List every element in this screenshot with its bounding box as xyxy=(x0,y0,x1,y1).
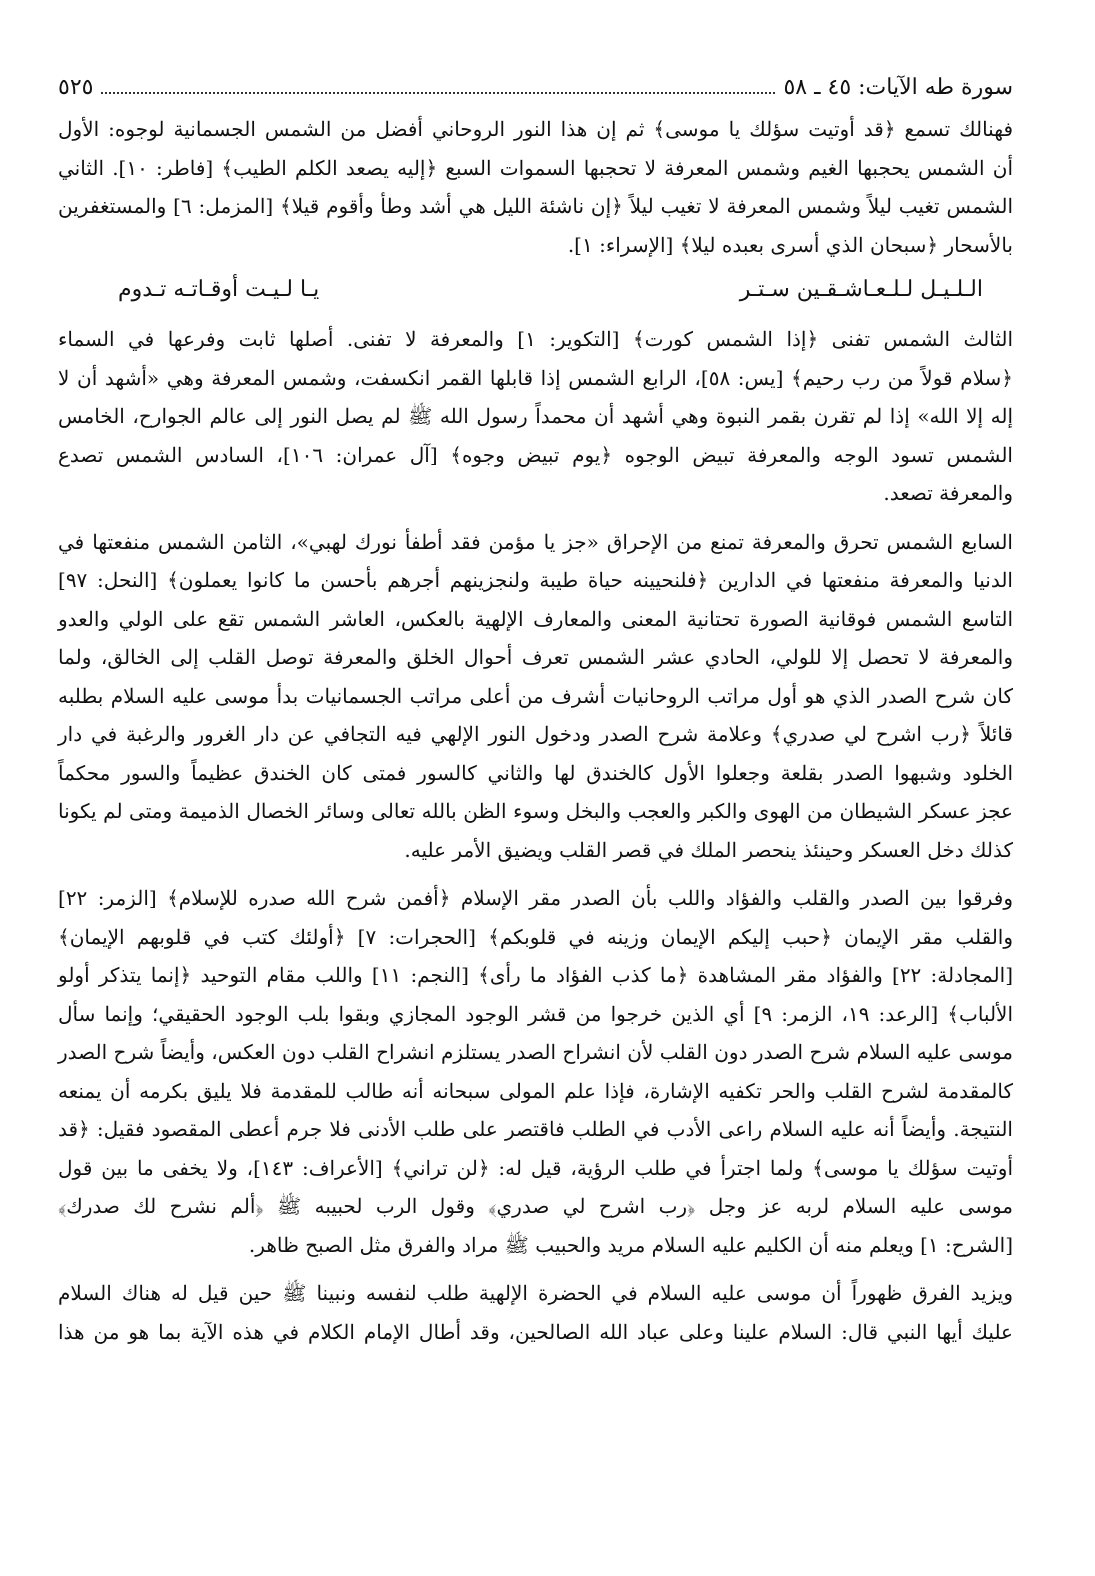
paragraph xyxy=(58,320,1013,513)
text-line: بالأسحار ﴿سبحان الذي أسرى بعبده ليلا﴾ [الإسراء: ١]. xyxy=(567,232,1013,257)
text-line: عليك أيها النبي قال: السلام علينا وعلى عباد الله الصالحين، وقد أطال الإمام الكلام في هذه الآية بما هو من هذا xyxy=(58,1319,1013,1344)
text-line: [الشرح: ١] ويعلم منه أن الكليم عليه السلام مريد والحبيب ﷺ مراد والفرق مثل الصبح ظاهر. xyxy=(248,1232,1013,1257)
running-header xyxy=(58,70,1013,110)
text-line: الثالث الشمس تفنى ﴿إذا الشمس كورت﴾ [التكوير: ١] والمعرفة لا تفنى. أصلها ثابت وفرعها في السماء xyxy=(58,327,1014,351)
text-line: النتيجة. وأيضاً أنه عليه السلام راعى الأدب في الطلب فاقتصر على طلب الأدنى فلا جرم أعطى المقصود فقيل: ﴿قد xyxy=(58,1117,1013,1141)
verse-hemistich-left: يـا لـيـت أوقـاتـه تـدوم xyxy=(118,277,320,302)
book-page xyxy=(58,70,1013,1351)
text-line: الشمس تسود الوجه والمعرفة تبيض الوجوه ﴿يوم تبيض وجوه﴾ [آل عمران: ١٠٦]، السادس الشمس تصدع xyxy=(58,442,1013,467)
main-text xyxy=(58,110,1013,1351)
paragraph-gap xyxy=(58,869,1013,879)
paragraph-gap xyxy=(58,513,1013,523)
text-line: الشمس تغيب ليلاً وشمس المعرفة لا تغيب ليلاً ﴿إن ناشئة الليل هي أشد وطأ وأقوم قيلا﴾ [المزمل: ٦] والمستغفرين xyxy=(58,194,1014,218)
poetry-verse xyxy=(118,270,983,310)
text-line: كالمقدمة لشرح القلب والحر تكفيه الإشارة، فإذا علم المولى سبحانه أنه طالب للمقدمة فلا يليق بكرمه أن يمنعه xyxy=(58,1078,1013,1103)
text-line: [المجادلة: ٢٢] والفؤاد مقر المشاهدة ﴿ما كذب الفؤاد ما رأى﴾ [النجم: ١١] واللب مقام التوحيد ﴿إنما يتذكر أولو xyxy=(58,963,1014,987)
text-line: أوتيت سؤلك يا موسى﴾ ولما اجترأ في طلب الرؤية، قيل له: ﴿لن تراني﴾ [الأعراف: ١٤٣]، ولا يخفى ما بين قول xyxy=(58,1155,1013,1180)
text-line: ويزيد الفرق ظهوراً أن موسى عليه السلام في الحضرة الإلهية طلب لنفسه ونبينا ﷺ حين قيل له هناك السلام xyxy=(58,1281,1013,1305)
text-line: الخلود وشبهوا الصدر بقلعة وجعلوا الأول كالخندق لها والثاني كالسور فمتى كان الخندق عظيماً والسور محكماً xyxy=(58,760,1013,785)
verse-hemistich-right: الـلـيـل لـلـعـاشـقـين سـتـر xyxy=(739,277,983,302)
text-line: الدنيا والمعرفة منفعتها في الدارين ﴿فلنحيينه حياة طيبة ولنجزينهم أجرهم بأحسن ما كانوا يعملون﴾ [النحل: ٩٧] xyxy=(58,568,1013,592)
paragraph xyxy=(58,879,1013,1264)
paragraph xyxy=(58,523,1013,870)
text-line: ﴿سلام قولاً من رب رحيم﴾ [يس: ٥٨]، الرابع الشمس إذا قابلها القمر انكسفت، وشمس المعرفة وهي «أشهد أن لا xyxy=(58,365,1014,390)
surah-title: سورة طه الآيات: ٤٥ ـ ٥٨ xyxy=(783,75,1013,100)
text-line: قائلاً ﴿رب اشرح لي صدري﴾ وعلامة شرح الصدر ودخول النور الإلهي فيه التجافي عن دار الغرور والرغبة في دار xyxy=(58,722,1013,746)
text-line: كان شرح الصدر الذي هو أول مراتب الروحانيات أشرف من أعلى مراتب الجسمانيات بدأ موسى عليه السلام بطلبه xyxy=(58,683,1014,708)
text-line: موسى عليه السلام لربه عز وجل ﴿رب اشرح لي صدري﴾ وقول الرب لحبيبه ﷺ ﴿ألم نشرح لك صدرك﴾ xyxy=(58,1194,1013,1218)
text-line: والمعرفة لا تحصل إلا للولي، الحادي عشر الشمس تعرف أحوال الخلق والمعرفة توصل القلب إلى الخالق، ولما xyxy=(58,645,1013,669)
page-number: ٥٢٥ xyxy=(58,75,94,100)
text-line: عجز عسكر الشيطان من الهوى والكبر والعجب والبخل وسوء الظن بالله تعالى وسائر الخصال الذميمة ومتى لم يكونا xyxy=(58,799,1013,823)
paragraph-gap xyxy=(58,1264,1013,1274)
text-line: السابع الشمس تحرق والمعرفة تمنع من الإحراق «جز يا مؤمن فقد أطفأ نورك لهبي»، الثامن الشمس منفعتها في xyxy=(58,529,1013,554)
text-line: إله إلا الله» إذا لم تقرن بقمر النبوة وهي أشهد أن محمداً رسول الله ﷺ لم يصل النور إلى عالم الجوارح، الخامس xyxy=(58,404,1014,428)
paragraph xyxy=(58,110,1013,264)
text-line: أن الشمس يحجبها الغيم وشمس المعرفة لا تحجبها السموات السبع ﴿إليه يصعد الكلم الطيب﴾ [فاطر: ١٠]. الثاني xyxy=(58,155,1013,180)
text-line: كذلك دخل العسكر وحينئذ ينحصر الملك في قصر القلب ويضيق الأمر عليه. xyxy=(404,837,1013,862)
text-line: الألباب﴾ [الرعد: ١٩، الزمر: ٩] أي الذين خرجوا من قشر الوجود المجازي وبقوا بلب الوجود الحقيقي؛ وإنما سأل xyxy=(58,1001,1014,1026)
leader-dots xyxy=(101,91,775,94)
paragraph xyxy=(58,1274,1013,1351)
text-line: التاسع الشمس فوقانية الصورة تحتانية المعنى والمعارف الإلهية بالعكس، العاشر الشمس تقع على الولي والعدو xyxy=(58,606,1013,631)
text-line: فهنالك تسمع ﴿قد أوتيت سؤلك يا موسى﴾ ثم إن هذا النور الروحاني أفضل من الشمس الجسمانية لوجوه: الأول xyxy=(58,117,1013,141)
text-line: والمعرفة تصعد. xyxy=(883,481,1013,505)
text-line: والقلب مقر الإيمان ﴿حبب إليكم الإيمان وزينه في قلوبكم﴾ [الحجرات: ٧] ﴿أولئك كتب في قلوبهم الإيمان﴾ xyxy=(58,924,1013,949)
text-line: وفرقوا بين الصدر والقلب والفؤاد واللب بأن الصدر مقر الإسلام ﴿أفمن شرح الله صدره للإسلام﴾ [الزمر: ٢٢] xyxy=(58,886,1013,910)
text-line: موسى عليه السلام شرح الصدر دون القلب لأن انشراح الصدر يستلزم انشراح القلب دون العكس، وأيضاً شرح الصدر xyxy=(58,1040,1013,1064)
